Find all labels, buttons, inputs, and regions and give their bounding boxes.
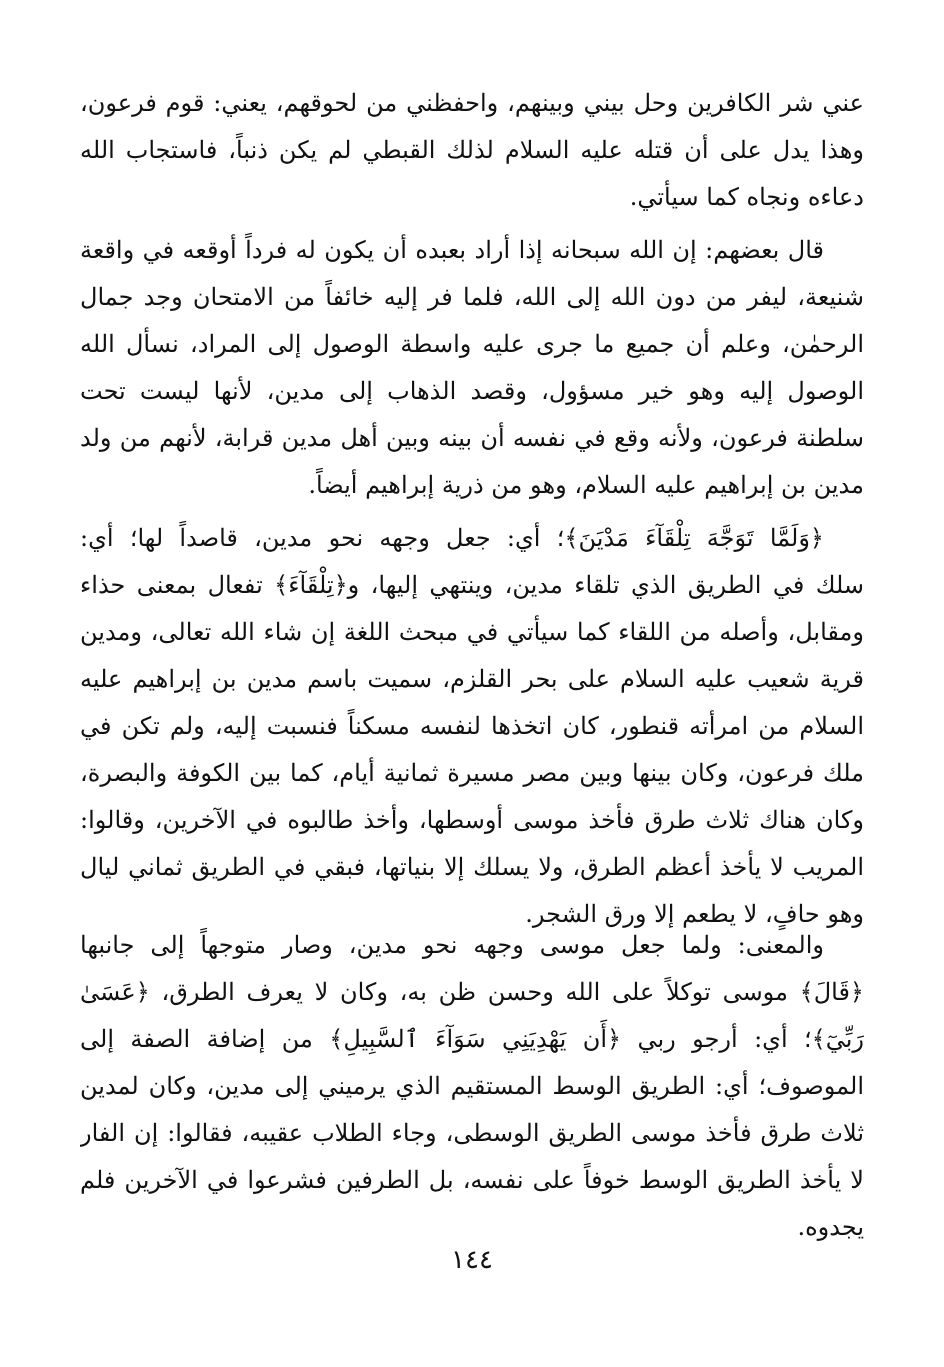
text-line: وكان هناك ثلاث طرق فأخذ موسى أوسطها، وأخذ طالبوه في الآخرين، وقالوا: xyxy=(80,806,864,834)
text-line: شنيعة، ليفر من دون الله إلى الله، فلما فر إليه خائفاً من الامتحان وجد جمال xyxy=(80,283,864,311)
text-line: السلام من امرأته قنطور، كان اتخذها لنفسه مسكناً فنسبت إليه، ولم تكن في xyxy=(80,712,864,740)
text-line: سلطنة فرعون، ولأنه وقع في نفسه أن بينه وبين أهل مدين قرابة، لأنهم من ولد xyxy=(80,424,864,452)
text-line: سلك في الطريق الذي تلقاء مدين، وينتهي إليها، و﴿تِلْقَآءَ﴾ تفعال بمعنى حذاء xyxy=(80,571,864,599)
text-line: لا يأخذ الطريق الوسط خوفاً على نفسه، بل الطرفين فشرعوا في الآخرين فلم xyxy=(80,1166,864,1194)
text-line: عني شر الكافرين وحل بيني وبينهم، واحفظني من لحوقهم، يعني: قوم فرعون، xyxy=(80,89,864,117)
text-line: رَبِّيٓ﴾؛ أي: أرجو ربي ﴿أَن يَهْدِيَنِي سَوَآءَ ٱلسَّبِيلِ﴾ من إضافة الصفة إلى xyxy=(80,1025,864,1053)
text-line: المريب لا يأخذ أعظم الطرق، ولا يسلك إلا بنياتها، فبقي في الطريق ثماني ليال xyxy=(80,853,864,881)
page-number: ١٤٤ xyxy=(451,1245,493,1275)
text-line: قال بعضهم: إن الله سبحانه إذا أراد بعبده أن يكون له فرداً أوقعه في واقعة xyxy=(80,236,824,264)
paragraph-2 xyxy=(80,227,864,509)
text-line: ﴿قَالَ﴾ موسى توكلاً على الله وحسن ظن به، وكان لا يعرف الطرق، ﴿عَسَىٰ xyxy=(80,978,864,1006)
paragraph-4 xyxy=(80,922,864,1251)
text-line: ثلاث طرق فأخذ موسى الطريق الوسطى، وجاء الطلاب عقيبه، فقالوا: إن الفار xyxy=(80,1119,864,1147)
text-line: ﴿وَلَمَّا تَوَجَّهَ تِلْقَآءَ مَدْيَنَ﴾؛ أي: جعل وجهه نحو مدين، قاصداً لها؛ أي: xyxy=(80,524,824,552)
text-line: ومقابل، وأصله من اللقاء كما سيأتي في مبحث اللغة إن شاء الله تعالى، ومدين xyxy=(80,618,864,646)
text-line: الرحمٰن، وعلم أن جميع ما جرى عليه واسطة الوصول إلى المراد، نسأل الله xyxy=(80,330,864,358)
text-line: دعاءه ونجاه كما سيأتي. xyxy=(629,183,864,211)
text-line: والمعنى: ولما جعل موسى وجهه نحو مدين، وصار متوجهاً إلى جانبها xyxy=(80,931,824,959)
text-line: وهذا يدل على أن قتله عليه السلام لذلك القبطي لم يكن ذنباً، فاستجاب الله xyxy=(80,136,864,164)
text-line: ملك فرعون، وكان بينها وبين مصر مسيرة ثمانية أيام، كما بين الكوفة والبصرة، xyxy=(80,759,864,787)
paragraph-3 xyxy=(80,515,864,938)
text-line: يجدوه. xyxy=(797,1213,864,1241)
text-line: الموصوف؛ أي: الطريق الوسط المستقيم الذي يرميني إلى مدين، وكان لمدين xyxy=(80,1072,864,1100)
text-line: وهو حافٍ، لا يطعم إلا ورق الشجر. xyxy=(525,900,864,928)
text-line: قرية شعيب عليه السلام على بحر القلزم، سميت باسم مدين بن إبراهيم عليه xyxy=(80,665,864,693)
text-line: الوصول إليه وهو خير مسؤول، وقصد الذهاب إلى مدين، لأنها ليست تحت xyxy=(80,377,864,405)
text-line: مدين بن إبراهيم عليه السلام، وهو من ذرية إبراهيم أيضاً. xyxy=(308,471,864,499)
paragraph-1 xyxy=(80,80,864,221)
